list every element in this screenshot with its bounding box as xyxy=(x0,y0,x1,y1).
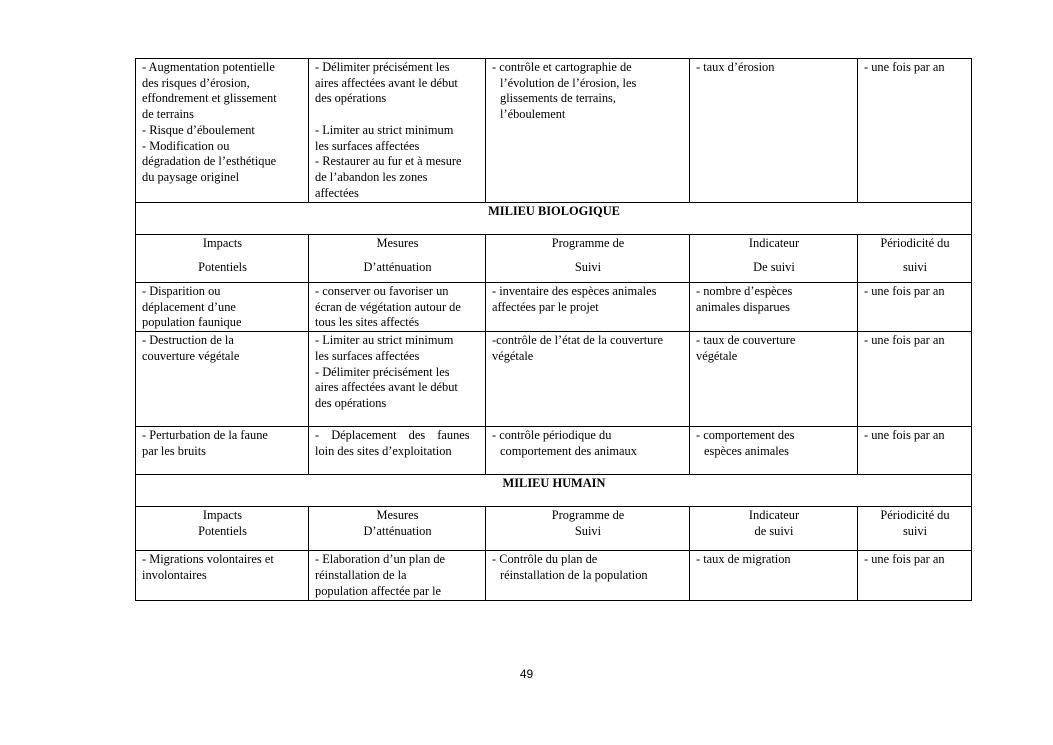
section-row xyxy=(136,475,972,507)
indicateur-cell: - taux d’érosion xyxy=(690,59,858,203)
header-row xyxy=(136,507,972,551)
page-number: 49 xyxy=(519,667,534,681)
blank-line xyxy=(315,107,480,123)
periodicite-cell: - une fois par an xyxy=(858,551,972,601)
periodicite-cell: - une fois par an xyxy=(858,332,972,427)
indicateur-cell: - taux de migration xyxy=(690,551,858,601)
impacts-cell: - Augmentation potentielle des risques d’érosion, effondrement et glissement de terrains - Risque d’éboulement - Modification ou dégradation de l’esthétique du paysage originel xyxy=(136,59,309,203)
mesures-cell: - Limiter au strict minimum les surfaces affectées - Délimiter précisément les aires affectées avant le début des opérations xyxy=(309,332,486,427)
table-row xyxy=(136,427,972,475)
section-title-biologique: MILIEU BIOLOGIQUE xyxy=(136,203,972,235)
programme-cell: - contrôle et cartographie de l’évolution de l’érosion, les glissements de terrains, l’éboulement xyxy=(486,59,690,203)
header-cell: Impacts Potentiels xyxy=(136,235,309,283)
header-cell: Programme de Suivi xyxy=(486,507,690,551)
header-cell: Programme de Suivi xyxy=(486,235,690,283)
monitoring-table xyxy=(135,58,972,601)
indicateur-cell: - taux de couverture végétale xyxy=(690,332,858,427)
programme-cell: -contrôle de l’état de la couverture végétale xyxy=(486,332,690,427)
indicateur-cell: - nombre d’espèces animales disparues xyxy=(690,283,858,332)
header-cell: Impacts Potentiels xyxy=(136,507,309,551)
periodicite-cell: - une fois par an xyxy=(858,283,972,332)
section-row xyxy=(136,203,972,235)
mesures-cell: - Elaboration d’un plan de réinstallation de la population affectée par le xyxy=(309,551,486,601)
impacts-cell: - Perturbation de la faune par les bruits xyxy=(136,427,309,475)
mesures-cell: - conserver ou favoriser un écran de végétation autour de tous les sites affectés xyxy=(309,283,486,332)
header-cell: Périodicité du suivi xyxy=(858,235,972,283)
impacts-cell: - Destruction de la couverture végétale xyxy=(136,332,309,427)
section-title-humain: MILIEU HUMAIN xyxy=(136,475,972,507)
periodicite-cell: - une fois par an xyxy=(858,427,972,475)
header-cell: Périodicité du suivi xyxy=(858,507,972,551)
header-cell: Mesures D’atténuation xyxy=(309,507,486,551)
periodicite-cell: - une fois par an xyxy=(858,59,972,203)
table-row xyxy=(136,59,972,203)
header-cell: Mesures D’atténuation xyxy=(309,235,486,283)
table-row xyxy=(136,332,972,427)
programme-cell: - contrôle périodique du comportement des animaux xyxy=(486,427,690,475)
table-row xyxy=(136,551,972,601)
impacts-cell: - Migrations volontaires et involontaires xyxy=(136,551,309,601)
header-cell: Indicateur De suivi xyxy=(690,235,858,283)
programme-cell: - Contrôle du plan de réinstallation de la population xyxy=(486,551,690,601)
impacts-cell: - Disparition ou déplacement d’une population faunique xyxy=(136,283,309,332)
programme-cell: - inventaire des espèces animales affectées par le projet xyxy=(486,283,690,332)
indicateur-cell: - comportement des espèces animales xyxy=(690,427,858,475)
mesures-cell: - Délimiter précisément les aires affectées avant le début des opérations - Limiter au strict minimum les surfaces affectées - Restaurer au fur et à mesure de l’abandon les zones affectées xyxy=(309,59,486,203)
mesures-cell: - Déplacement des faunes loin des sites d’exploitation xyxy=(309,427,486,475)
table-row xyxy=(136,283,972,332)
header-row xyxy=(136,235,972,283)
header-cell: Indicateur de suivi xyxy=(690,507,858,551)
